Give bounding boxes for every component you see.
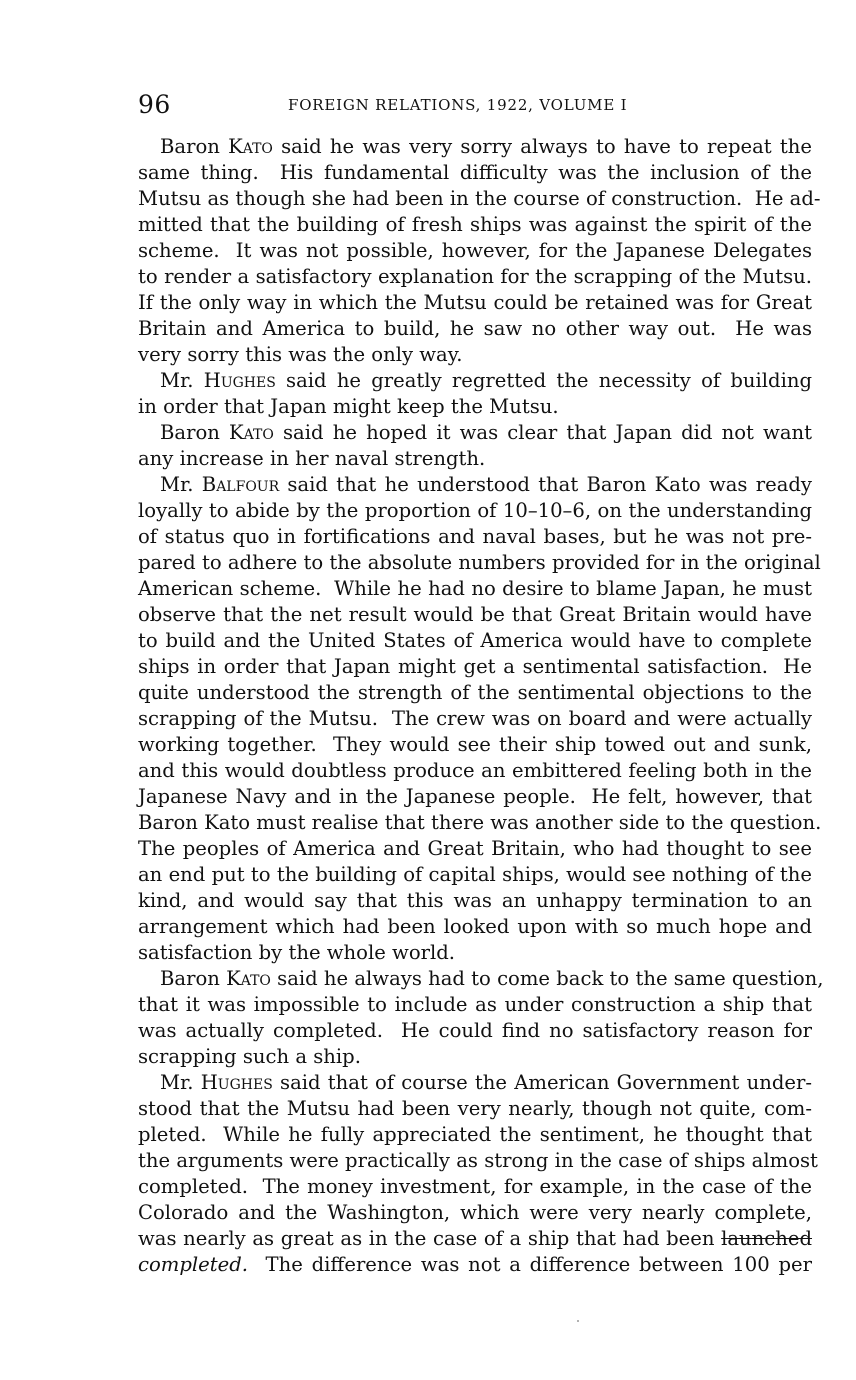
paragraph-line: loyally to abide by the proportion of 10–10–6, on the understanding (138, 499, 812, 522)
paragraph-line: in order that Japan might keep the Mutsu. (138, 395, 559, 418)
paragraph-line: of status quo in fortifications and naval bases, but he was not pre- (138, 525, 812, 548)
body-text (138, 134, 824, 1278)
paragraph-line: Japanese Navy and in the Japanese people. He felt, however, that (138, 785, 812, 808)
paragraph-line: same thing. His fundamental difficulty was the inclusion of the (138, 161, 812, 184)
paragraph-line: an end put to the building of capital ships, would see nothing of the (138, 863, 812, 886)
paragraph-line: quite understood the strength of the sentimental objections to the (138, 681, 812, 704)
paragraph-line: ships in order that Japan might get a sentimental satisfaction. He (138, 655, 812, 678)
paragraph-line: mitted that the building of fresh ships was against the spirit of the (138, 213, 812, 236)
paragraph-line: Baron Kato said he hoped it was clear that Japan did not want (160, 421, 813, 444)
page-speck (577, 1320, 579, 1322)
paragraph-line: Mr. Balfour said that he understood that Baron Kato was ready (160, 473, 812, 496)
paragraph-line: scrapping such a ship. (138, 1045, 361, 1068)
paragraph-line: Baron Kato said he was very sorry always to have to repeat the (160, 135, 812, 158)
speaker-name: Hughes (203, 369, 276, 392)
inserted-word: completed. (138, 1253, 248, 1276)
speaker-name: Hughes (200, 1071, 273, 1094)
paragraph-line: Colorado and the Washington, which were very nearly complete, (138, 1201, 812, 1224)
paragraph-line: that it was impossible to include as under construction a ship that (138, 993, 812, 1016)
struck-word: launched (721, 1227, 812, 1250)
speaker-name: Balfour (201, 473, 280, 496)
paragraph-line: working together. They would see their ship towed out and sunk, (138, 733, 812, 756)
paragraph-line: arrangement which had been looked upon with so much hope and (138, 915, 812, 938)
paragraph-line: the arguments were practically as strong in the case of ships almost (138, 1149, 818, 1172)
paragraph-line: observe that the net result would be that Great Britain would have (138, 603, 812, 626)
paragraph-line: to render a satisfactory explanation for the scrapping of the Mutsu. (138, 265, 812, 288)
paragraph-line: Baron Kato said he always had to come back to the same question, (160, 967, 824, 990)
paragraph-line: to build and the United States of America would have to complete (138, 629, 812, 652)
paragraph-line: satisfaction by the whole world. (138, 941, 456, 964)
paragraph-line: Baron Kato must realise that there was another side to the question. (138, 811, 822, 834)
paragraph-line: completed. The money investment, for example, in the case of the (138, 1175, 812, 1198)
paragraph-line: Mr. Hughes said that of course the American Government under- (160, 1071, 813, 1094)
paragraph-line: completed. The difference was not a difference between 100 per (138, 1253, 812, 1276)
paragraph-line: Mr. Hughes said he greatly regretted the necessity of building (160, 369, 813, 392)
paragraph-line: and this would doubtless produce an embittered feeling both in the (138, 759, 812, 782)
paragraph-line: The peoples of America and Great Britain, who had thought to see (138, 837, 812, 860)
speaker-name: Kato (226, 967, 271, 990)
paragraph-line: If the only way in which the Mutsu could be retained was for Great (138, 291, 812, 314)
speaker-name: Kato (229, 421, 274, 444)
paragraph-line: scrapping of the Mutsu. The crew was on board and were actually (138, 707, 812, 730)
paragraph-line: Britain and America to build, he saw no other way out. He was (138, 317, 812, 340)
speaker-name: Kato (228, 135, 273, 158)
paragraph-line: was nearly as great as in the case of a ship that had been launched (138, 1227, 812, 1250)
paragraph-line: any increase in her naval strength. (138, 447, 486, 470)
running-head: FOREIGN RELATIONS, 1922, VOLUME I (288, 96, 628, 114)
page-number: 96 (138, 90, 171, 119)
paragraph-line: pared to adhere to the absolute numbers provided for in the original (138, 551, 821, 574)
paragraph-line: scheme. It was not possible, however, for the Japanese Delegates (138, 239, 812, 262)
paragraph-line: kind, and would say that this was an unhappy termination to an (138, 889, 812, 912)
paragraph-line: Mutsu as though she had been in the course of construction. He ad- (138, 187, 821, 210)
page-header (138, 90, 812, 120)
paragraph-line: was actually completed. He could find no satisfactory reason for (138, 1019, 812, 1042)
paragraph-line: very sorry this was the only way. (138, 343, 463, 366)
paragraph-line: pleted. While he fully appreciated the sentiment, he thought that (138, 1123, 812, 1146)
paragraph-line: stood that the Mutsu had been very nearly, though not quite, com- (138, 1097, 812, 1120)
paragraph-line: American scheme. While he had no desire to blame Japan, he must (138, 577, 812, 600)
